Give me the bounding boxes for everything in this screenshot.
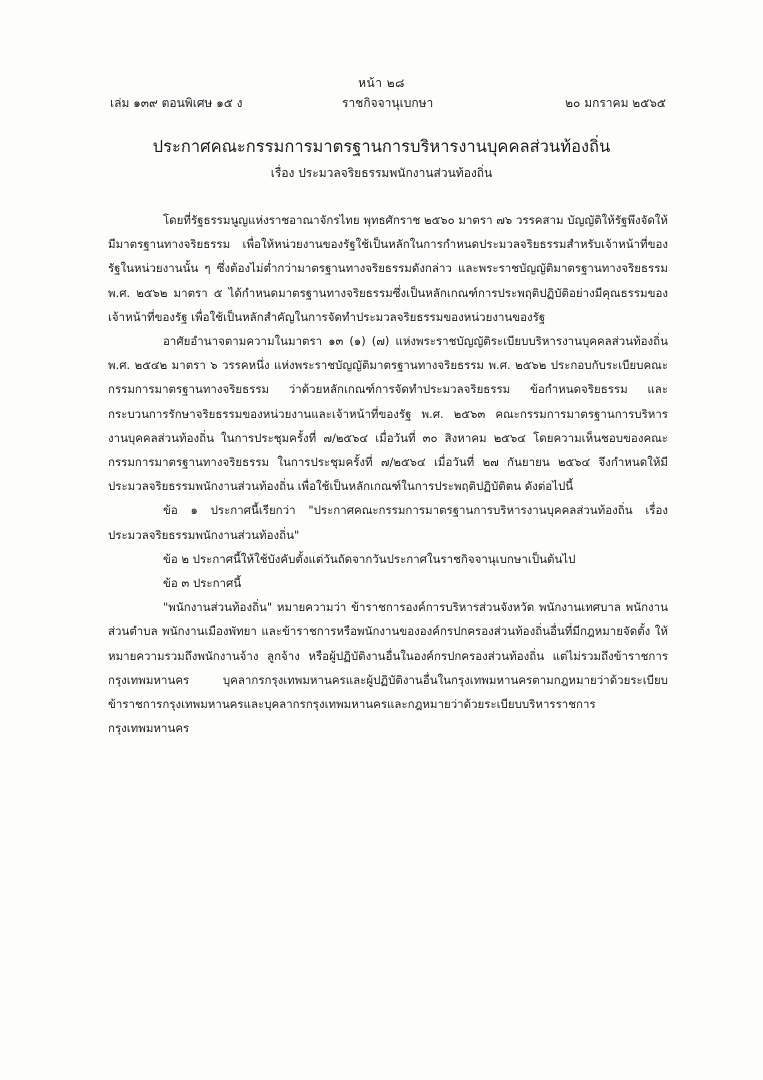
document-body — [108, 208, 668, 740]
gazette-header — [110, 94, 666, 112]
gazette-name: ราชกิจจานุเบกษา — [342, 96, 434, 110]
paragraph-clause-1: ข้อ ๑ ประกาศนี้เรียกว่า "ประกาศคณะกรรมการมาตรฐานการบริหารงานบุคคลส่วนท้องถิ่น เรื่อง ประมวลจริยธรรมพนักงานส่วนท้องถิ่น" — [108, 503, 668, 542]
paragraph-authority: อาศัยอำนาจตามความในมาตรา ๑๓ (๑) (๗) แห่งพระราชบัญญัติระเบียบบริหารงานบุคคลส่วนท้องถิ่น พ.ศ. ๒๕๔๒ มาตรา ๖ วรรคหนึ่ง แห่งพระราชบัญญัติมาตรฐานทางจริยธรรม พ.ศ. ๒๕๖๒ ประกอบกับระเบียบคณะกรรมการมาตรฐานทางจริยธรรม ว่าด้วยหลักเกณฑ์การจัดทำประมวลจริยธรรม ข้อกำหนดจริยธรรม และกระบวนการรักษาจริยธรรมของหน่วยงานและเจ้าหน้าที่ของรัฐ พ.ศ. ๒๕๖๓ คณะกรรมการมาตรฐานการบริหารงานบุคคลส่วนท้องถิ่น ในการประชุมครั้งที่ ๗/๒๕๖๔ เมื่อวันที่ ๓๐ สิงหาคม ๒๕๖๔ โดยความเห็นชอบของคณะกรรมการมาตรฐานทางจริยธรรม ในการประชุมครั้งที่ ๗/๒๕๖๔ เมื่อวันที่ ๒๗ กันยายน ๒๕๖๔ จึงกำหนดให้มีประมวลจริยธรรมพนักงานส่วนท้องถิ่น เพื่อใช้เป็นหลักเกณฑ์ในการประพฤติปฏิบัติตน ดังต่อไปนี้ — [108, 334, 668, 494]
paragraph-clause-3: ข้อ ๓ ประกาศนี้ — [163, 576, 242, 591]
paragraph-preamble: โดยที่รัฐธรรมนูญแห่งราชอาณาจักรไทย พุทธศักราช ๒๕๖๐ มาตรา ๗๖ วรรคสาม บัญญัติให้รัฐพึงจัดให้มีมาตรฐานทางจริยธรรม เพื่อให้หน่วยงานของรัฐใช้เป็นหลักในการกำหนดประมวลจริยธรรมสำหรับเจ้าหน้าที่ของรัฐในหน่วยงานนั้น ๆ ซึ่งต้องไม่ต่ำกว่ามาตรฐานทางจริยธรรมดังกล่าว และพระราชบัญญัติมาตรฐานทางจริยธรรม พ.ศ. ๒๕๖๒ มาตรา ๕ ได้กำหนดมาตรฐานทางจริยธรรมซึ่งเป็นหลักเกณฑ์การประพฤติปฏิบัติอย่างมีคุณธรรมของเจ้าหน้าที่ของรัฐ เพื่อใช้เป็นหลักสำคัญในการจัดทำประมวลจริยธรรมของหน่วยงานของรัฐ — [108, 213, 668, 324]
document-subtitle: เรื่อง ประมวลจริยธรรมพนักงานส่วนท้องถิ่น — [270, 166, 493, 180]
document-title: ประกาศคณะกรรมการมาตรฐานการบริหารงานบุคคลส่วนท้องถิ่น — [152, 137, 611, 156]
page-number: หน้า ๒๘ — [358, 76, 405, 90]
paragraph-definition: "พนักงานส่วนท้องถิ่น" หมายความว่า ข้าราชการองค์การบริหารส่วนจังหวัด พนักงานเทศบาล พนักงานส่วนตำบล พนักงานเมืองพัทยา และข้าราชการหรือพนักงานขององค์กรปกครองส่วนท้องถิ่นอื่นที่มีกฎหมายจัดตั้ง ให้หมายความรวมถึงพนักงานจ้าง ลูกจ้าง หรือผู้ปฏิบัติงานอื่นในองค์กรปกครองส่วนท้องถิ่น แต่ไม่รวมถึงข้าราชการกรุงเทพมหานคร บุคลากรกรุงเทพมหานครและผู้ปฏิบัติงานอื่นในกรุงเทพมหานครตามกฎหมายว่าด้วยระเบียบข้าราชการกรุงเทพมหานครและบุคลากรกรุงเทพมหานครและกฎหมายว่าด้วยระเบียบบริหารราชการกรุงเทพมหานคร — [108, 600, 668, 736]
volume-info: เล่ม ๑๓๙ ตอนพิเศษ ๑๕ ง — [110, 96, 243, 110]
paragraph-clause-2: ข้อ ๒ ประกาศนี้ให้ใช้บังคับตั้งแต่วันถัดจากวันประกาศในราชกิจจานุเบกษาเป็นต้นไป — [163, 551, 576, 566]
publication-date: ๒๐ มกราคม ๒๕๖๕ — [565, 96, 666, 110]
